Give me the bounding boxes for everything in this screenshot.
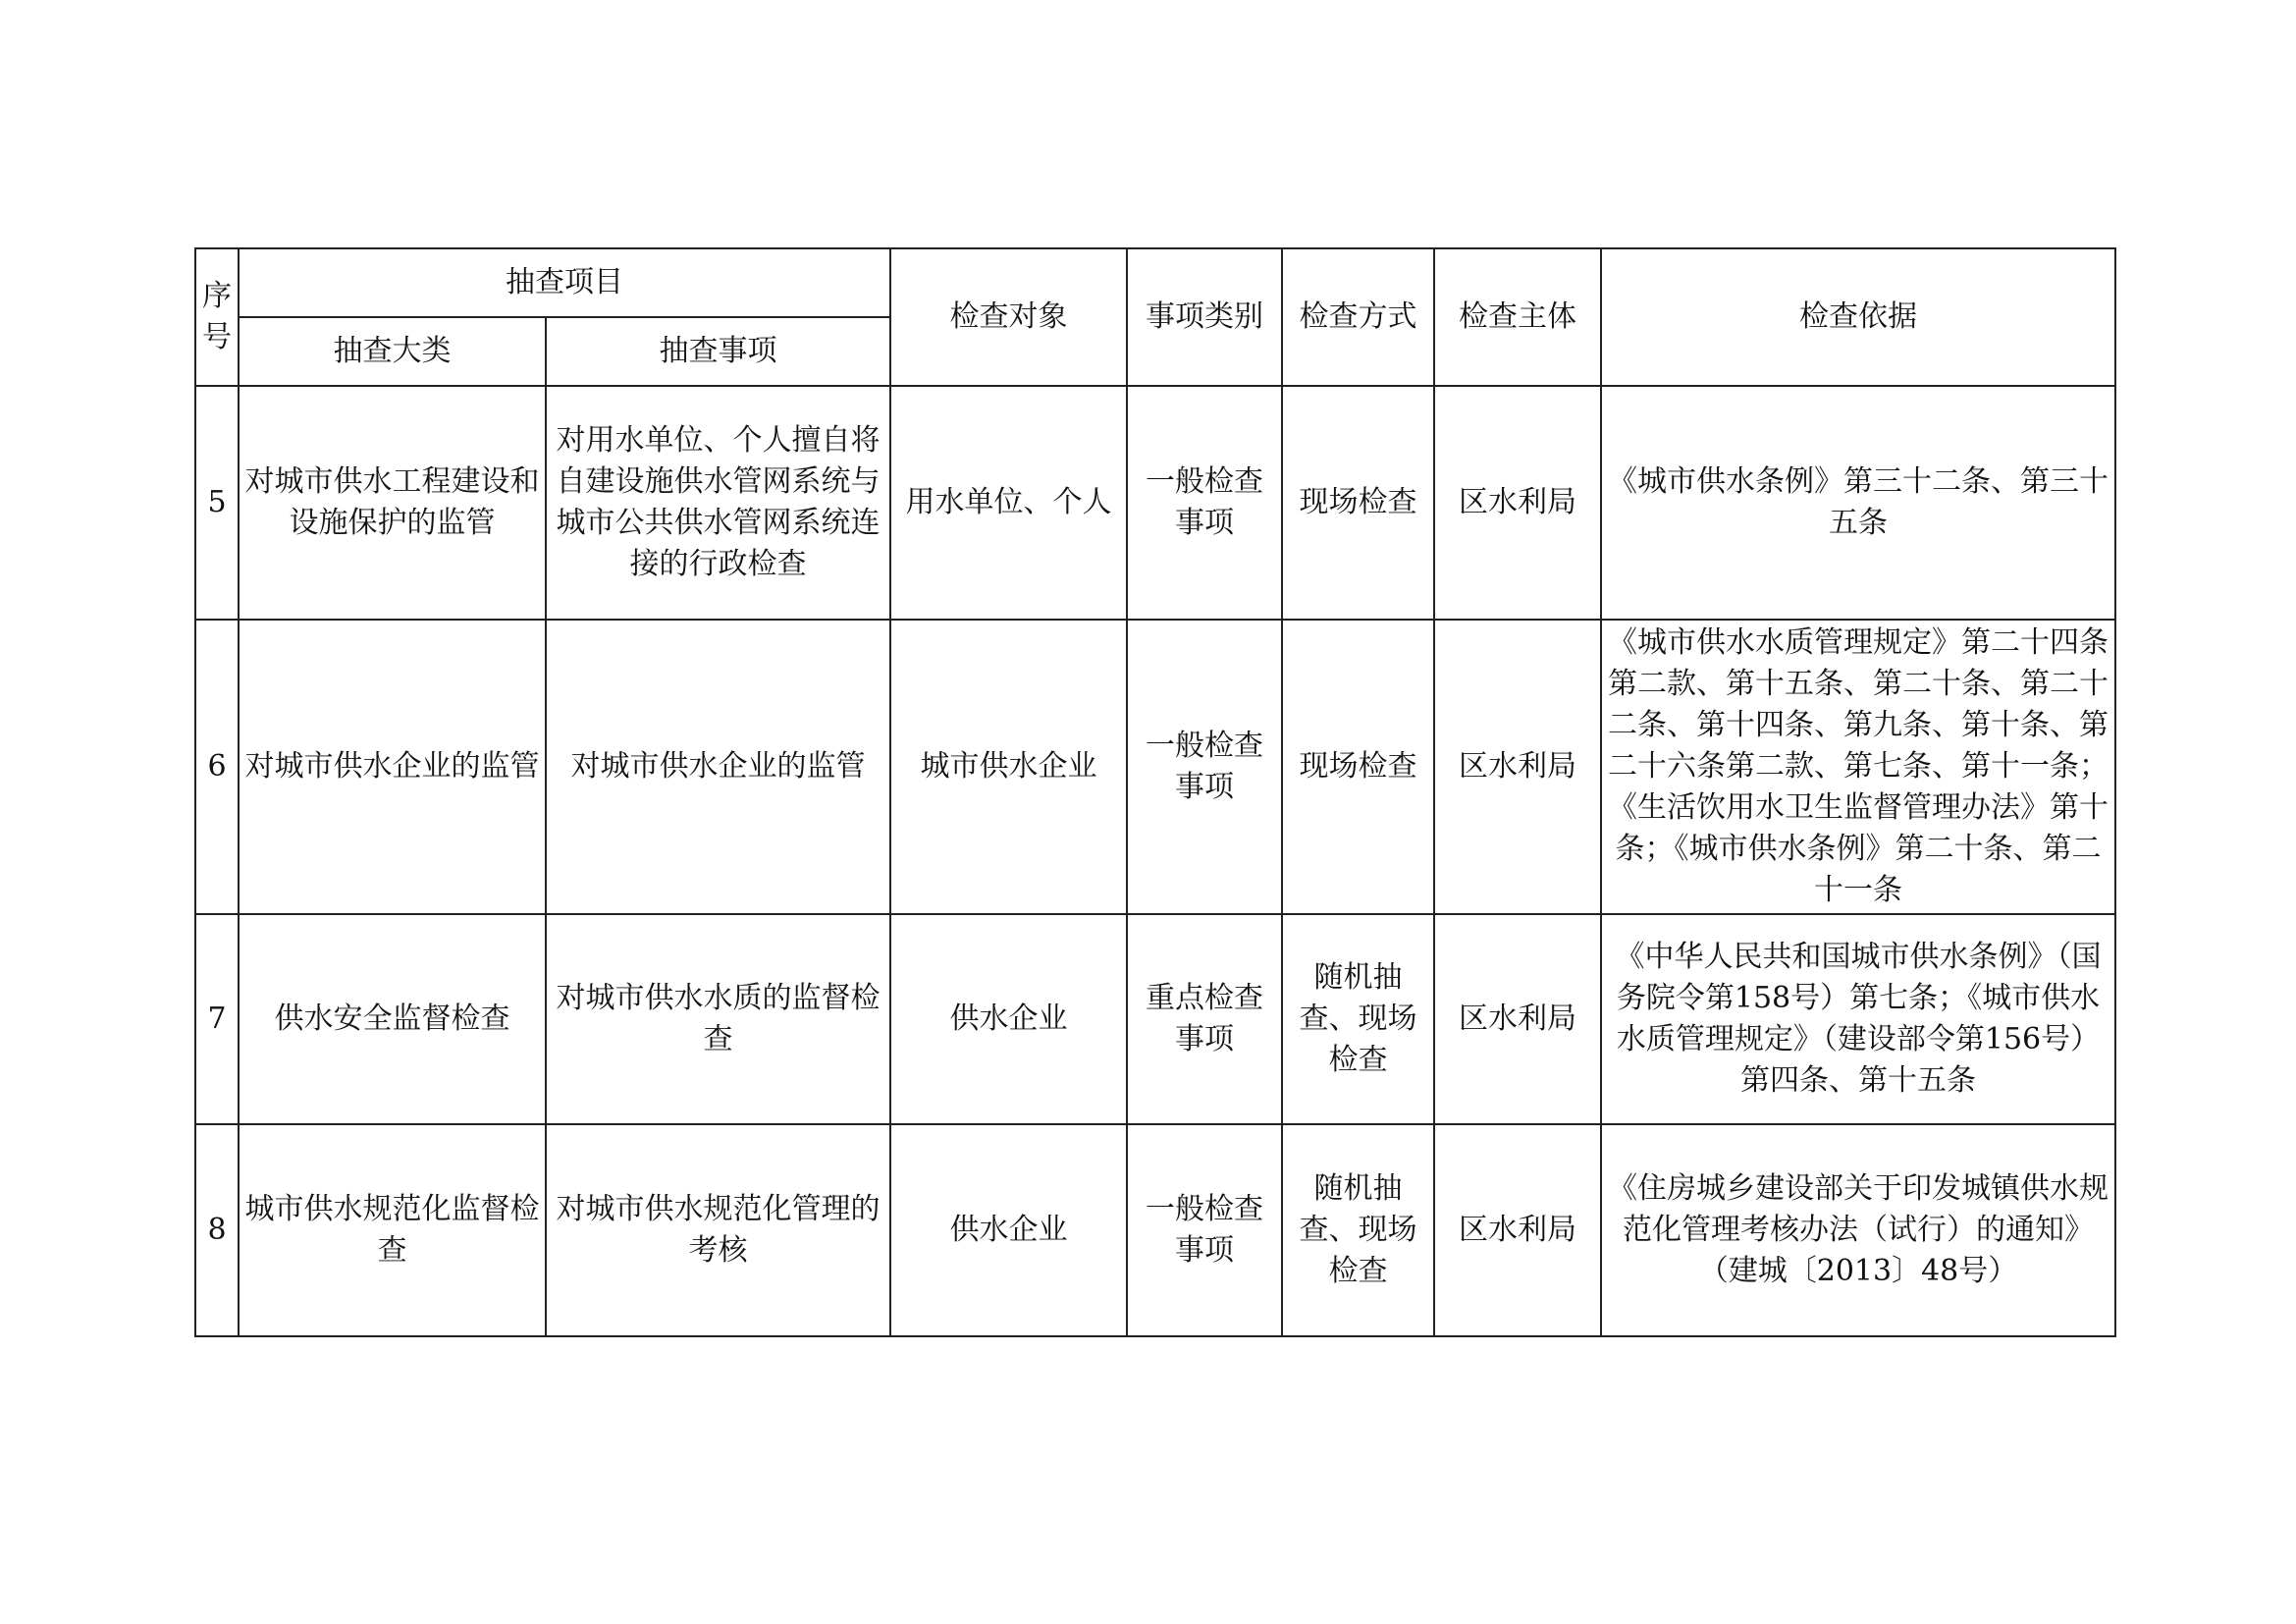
- table-body: [195, 386, 2115, 1336]
- cell-seq: 5: [195, 386, 239, 620]
- header-method: 检查方式: [1282, 248, 1434, 386]
- cell-seq: 8: [195, 1124, 239, 1336]
- cell-method: 现场检查: [1282, 620, 1434, 914]
- cell-target: 城市供水企业: [890, 620, 1127, 914]
- header-basis: 检查依据: [1601, 248, 2115, 386]
- cell-category: 供水安全监督检查: [239, 914, 546, 1124]
- header-seq: 序号: [195, 248, 239, 386]
- cell-target: 供水企业: [890, 914, 1127, 1124]
- header-subject: 检查主体: [1434, 248, 1601, 386]
- cell-subject: 区水利局: [1434, 620, 1601, 914]
- cell-type: 重点检查事项: [1127, 914, 1282, 1124]
- cell-method: 随机抽查、现场检查: [1282, 914, 1434, 1124]
- table-row: [195, 620, 2115, 914]
- cell-type: 一般检查事项: [1127, 620, 1282, 914]
- inspection-table: [194, 247, 2116, 1337]
- cell-item: 对城市供水企业的监管: [546, 620, 890, 914]
- cell-type: 一般检查事项: [1127, 386, 1282, 620]
- cell-subject: 区水利局: [1434, 386, 1601, 620]
- cell-basis: 《住房城乡建设部关于印发城镇供水规范化管理考核办法（试行）的通知》（建城〔2013〕48号）: [1601, 1124, 2115, 1336]
- cell-subject: 区水利局: [1434, 914, 1601, 1124]
- cell-basis: 《城市供水水质管理规定》第二十四条第二款、第十五条、第二十条、第二十二条、第十四条、第九条、第十条、第二十六条第二款、第七条、第十一条；《生活饮用水卫生监督管理办法》第十条；《城市供水条例》第二十条、第二十一条: [1601, 620, 2115, 914]
- header-target: 检查对象: [890, 248, 1127, 386]
- cell-category: 对城市供水工程建设和设施保护的监管: [239, 386, 546, 620]
- table-row: [195, 914, 2115, 1124]
- cell-method: 现场检查: [1282, 386, 1434, 620]
- table-row: [195, 386, 2115, 620]
- header-row-1: [195, 248, 2115, 317]
- cell-item: 对城市供水水质的监督检查: [546, 914, 890, 1124]
- cell-subject: 区水利局: [1434, 1124, 1601, 1336]
- cell-item: 对城市供水规范化管理的考核: [546, 1124, 890, 1336]
- cell-target: 供水企业: [890, 1124, 1127, 1336]
- cell-type: 一般检查事项: [1127, 1124, 1282, 1336]
- cell-target: 用水单位、个人: [890, 386, 1127, 620]
- table-header: [195, 248, 2115, 386]
- header-type: 事项类别: [1127, 248, 1282, 386]
- header-project-group: 抽查项目: [239, 248, 890, 317]
- cell-basis: 《中华人民共和国城市供水条例》（国务院令第158号）第七条；《城市供水水质管理规定》（建设部令第156号）第四条、第十五条: [1601, 914, 2115, 1124]
- cell-method: 随机抽查、现场检查: [1282, 1124, 1434, 1336]
- cell-seq: 7: [195, 914, 239, 1124]
- cell-item: 对用水单位、个人擅自将自建设施供水管网系统与城市公共供水管网系统连接的行政检查: [546, 386, 890, 620]
- header-item: 抽查事项: [546, 317, 890, 386]
- header-category: 抽查大类: [239, 317, 546, 386]
- cell-category: 对城市供水企业的监管: [239, 620, 546, 914]
- cell-seq: 6: [195, 620, 239, 914]
- table-row: [195, 1124, 2115, 1336]
- cell-category: 城市供水规范化监督检查: [239, 1124, 546, 1336]
- cell-basis: 《城市供水条例》第三十二条、第三十五条: [1601, 386, 2115, 620]
